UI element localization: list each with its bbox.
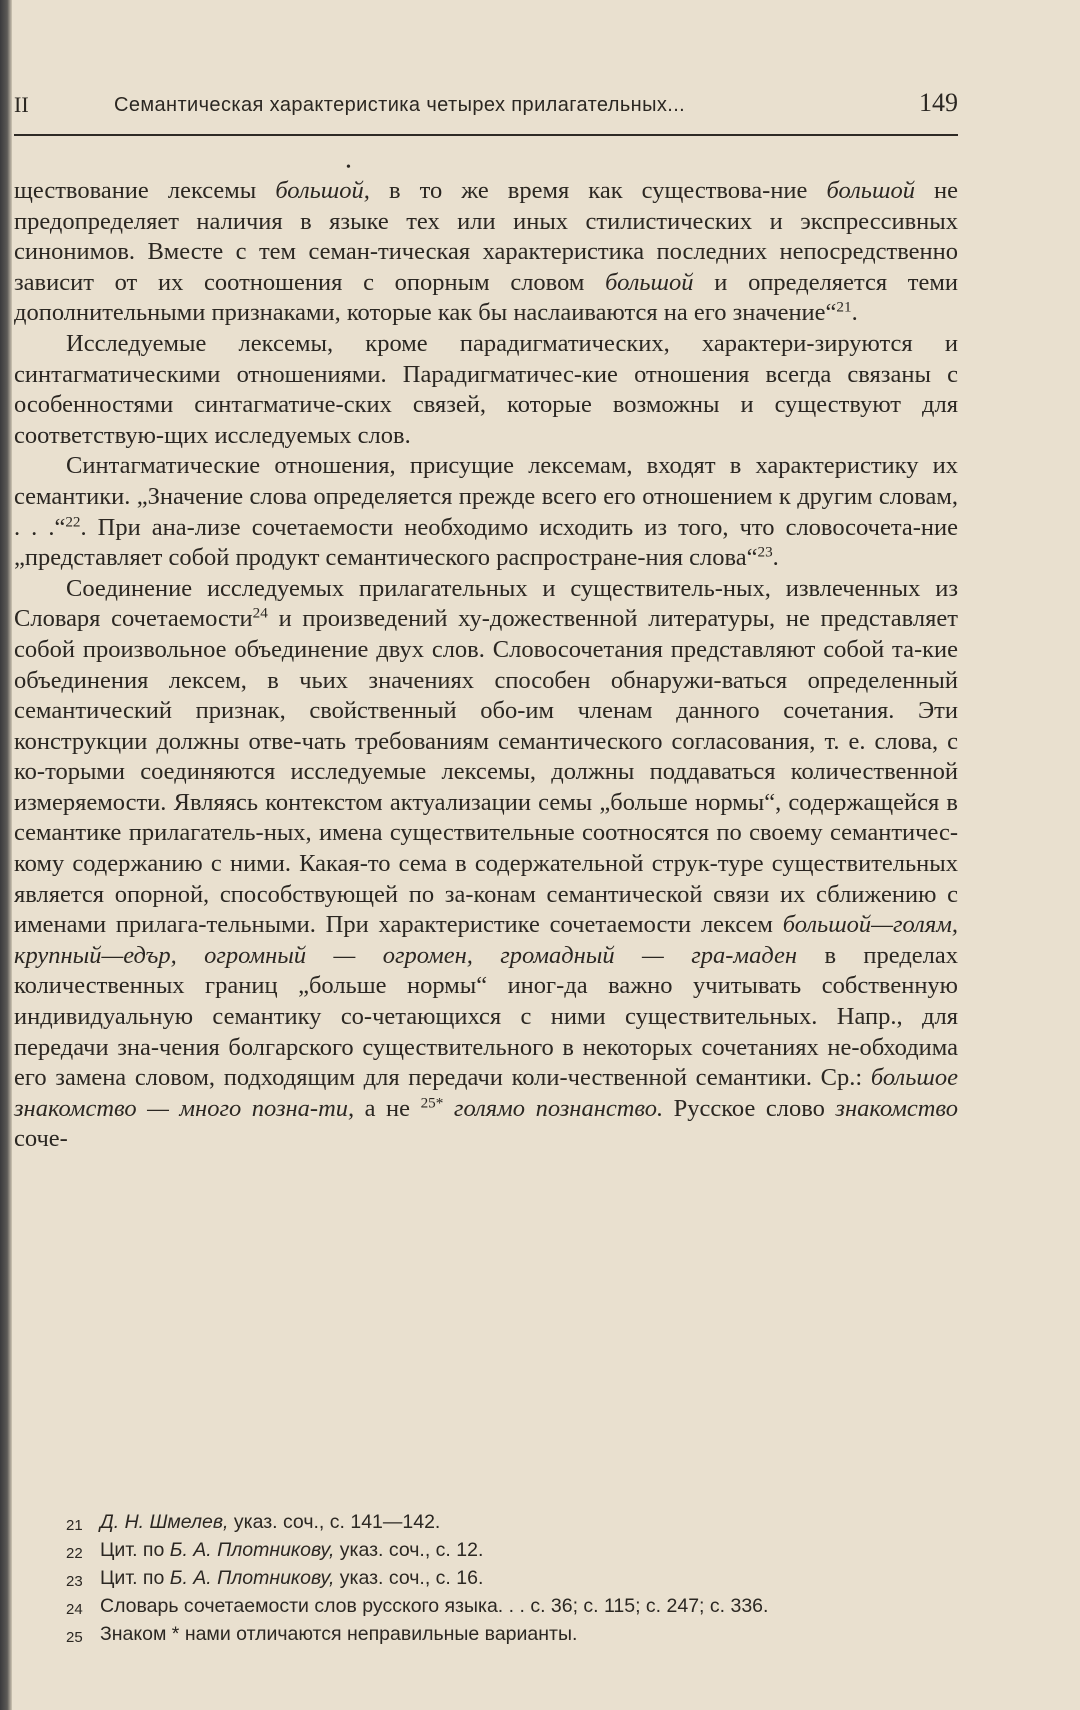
footnote-text (100, 1622, 577, 1650)
text-run: соче- (14, 1125, 68, 1153)
italic-text: большой (826, 177, 915, 204)
paragraph (14, 451, 958, 573)
text-run: . (772, 544, 779, 572)
footnote-ref: 21 (836, 299, 852, 317)
paragraph (14, 176, 958, 329)
text-run: ществование лексемы (14, 177, 276, 204)
italic-text: большое знакомство — много позна-ти, (14, 1064, 958, 1122)
text-run: Словарь сочетаемости слов русского языка. . . с. 36; с. 115; с. 247; с. 336. (100, 1595, 769, 1617)
italic-text: Б. А. Плотникову, (169, 1539, 335, 1561)
text-run: указ. соч., с. 141—142. (228, 1511, 441, 1533)
print-speck: • (346, 160, 351, 175)
text-run: . (851, 299, 858, 327)
text-run: и произведений ху-дожественной литературы, не представляет собой произвольное объединение двух слов. Словосочетания представляют собой та-кие объединения лексем, в чьих значениях способен обнаружи-ваться определенный семантический признак, свойственный обо-им членам данного сочетания. Эти конструкции должны отве-чать требованиям семантического согласования, т. е. слова, с ко-торыми соединяются исследуемые лексемы, должны поддаваться количественной измеряемости. Являясь контекстом актуализации семы „больше нормы“, содержащейся в семантике прилагатель-ных, имена существительные соотносятся по своему семантичес-кому содержанию с ними. Какая-то сема в содержательной струк-туре существительных является опорной, способствующей по за-конам семантической связи их сближению с именами прилага-тельными. При характеристике сочетаемости лексем (14, 605, 958, 939)
footnote-number: 21 (66, 1517, 83, 1534)
footnote (66, 1622, 966, 1650)
text-run (443, 1095, 454, 1122)
footnote (66, 1538, 966, 1566)
text-run: в пределах количественных границ „больше нормы“ иног-да важно учитывать собственную индивидуальную семантику со-четающихся с ними существительных. Напр., для передачи зна-чения болгарского существительного в некоторых сочетаниях не-обходима его замена словом, подходящим для передачи коли-чественной семантики. Ср.: (14, 941, 959, 1092)
text-run: не предопределяет наличия в языке тех или иных стилистических и экспрессивных синонимов. Вместе с тем семан-тическая характеристика последних непосредственно зависит от их соотношения с опорным словом (14, 177, 958, 296)
italic-text: большой (605, 268, 694, 296)
italic-text: большой, (275, 177, 370, 204)
header-rule (14, 134, 958, 136)
text-run: указ. соч., с. 16. (334, 1567, 484, 1589)
paragraph (14, 329, 958, 451)
footnote (66, 1510, 966, 1538)
text-run: Русское слово (663, 1094, 836, 1122)
body-text (14, 176, 958, 1155)
footnote-text (100, 1594, 768, 1622)
footnote-number: 23 (66, 1573, 83, 1590)
footnotes (66, 1510, 966, 1650)
footnote-number: 24 (66, 1601, 83, 1618)
page-number: 149 (919, 88, 958, 117)
text-run: Соединение исследуемых прилагательных и существитель-ных, извлеченных из Словаря сочетаемости (14, 574, 958, 633)
running-head (14, 88, 958, 128)
text-run: Знаком * нами отличаются неправильные варианты. (100, 1623, 578, 1645)
italic-text: знакомство (835, 1094, 958, 1122)
chapter-marker: II (14, 92, 29, 117)
footnote-number: 22 (66, 1545, 83, 1562)
footnote-ref: 25* (420, 1094, 444, 1112)
footnote (66, 1594, 966, 1622)
italic-text: Д. Н. Шмелев, (100, 1511, 229, 1533)
text-run: и определяется теми дополнительными признаками, которые как бы наслаиваются на его значение“ (14, 268, 958, 327)
text-run: в то же время как существова-ние (369, 177, 827, 204)
italic-text: большой—голям, крупный—едър, огромный — огромен, громадный — гра-маден (14, 911, 958, 969)
text-run: Цит. по (100, 1539, 170, 1561)
footnote-text (100, 1538, 483, 1566)
text-run: Цит. по (100, 1567, 170, 1589)
text-run: Исследуемые лексемы, кроме парадигматических, характери-зируются и синтагматическими отношениями. Парадигматичес-кие отношения всегда связаны с особенностями синтагматиче-ских связей, которые возможны и существуют для соответствую-щих исследуемых слов. (14, 329, 958, 449)
footnote-number: 25 (66, 1629, 83, 1646)
italic-text: Б. А. Плотникову, (169, 1567, 335, 1589)
footnote (66, 1566, 966, 1594)
paragraph (14, 574, 958, 1155)
footnote-ref: 23 (757, 543, 773, 561)
footnote-text (100, 1510, 440, 1538)
text-run: Синтагматические отношения, присущие лексемам, входят в характеристику их семантики. „Значение слова определяется прежде всего его отношением к другим словам, . . .“ (14, 452, 958, 541)
running-title: Семантическая характеристика четырех прилагательных... (114, 94, 686, 116)
italic-text: голямо познанство. (453, 1094, 664, 1122)
footnote-ref: 24 (252, 604, 268, 622)
footnote-text (100, 1566, 483, 1594)
text-run: . При ана-лизе сочетаемости необходимо исходить из того, что словосочета-ние „представляет собой продукт семантического распростране-ния слова“ (14, 513, 958, 572)
text-run: а не (354, 1094, 421, 1122)
text-run: указ. соч., с. 12. (334, 1539, 484, 1561)
footnote-ref: 22 (65, 513, 81, 531)
